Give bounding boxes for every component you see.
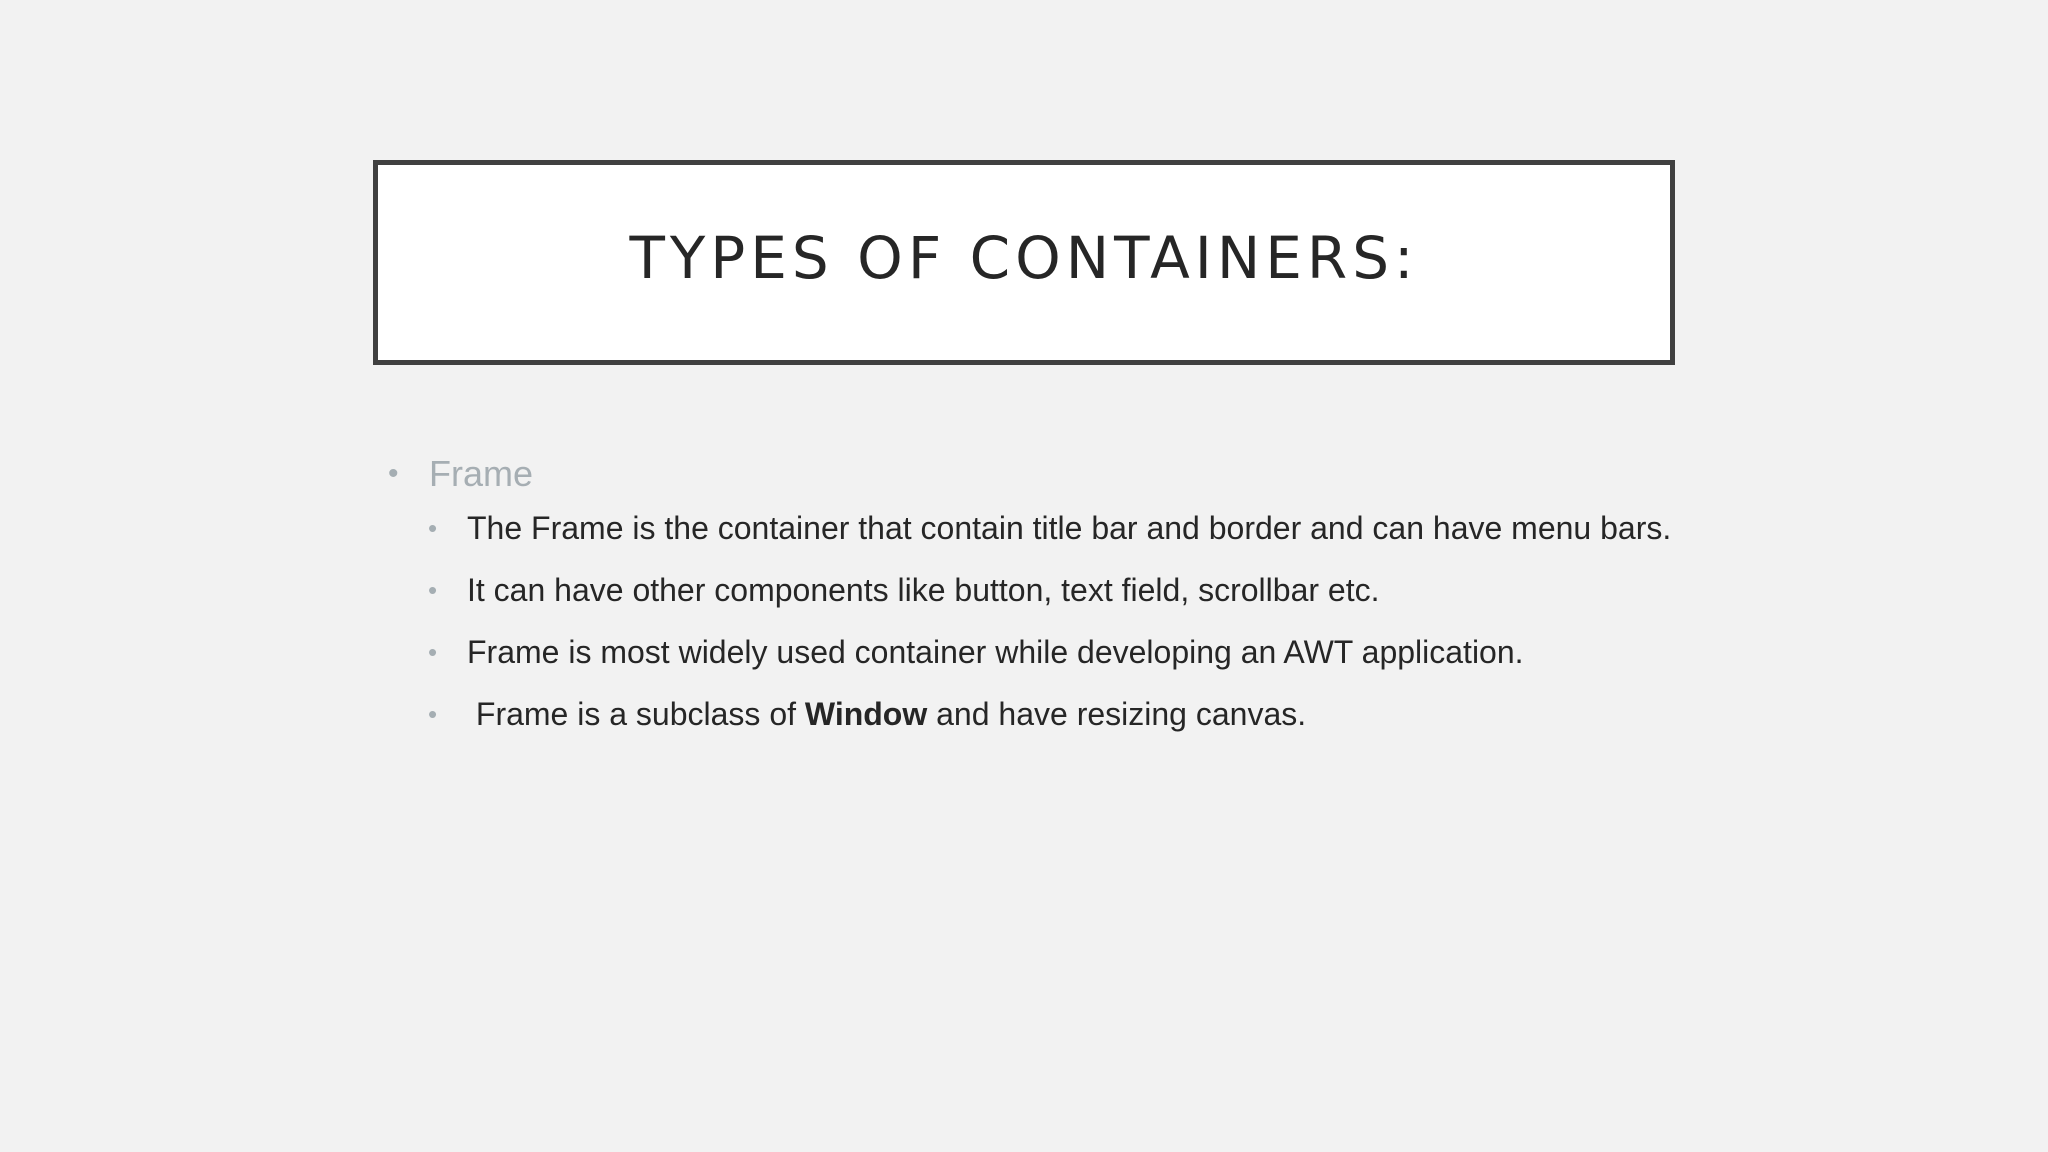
sub-bullet-text: Frame is most widely used container while developing an AWT application. (467, 634, 1524, 670)
bullet-marker: • (428, 637, 438, 667)
bullet-marker: • (428, 699, 438, 729)
bullet-frame-label: Frame (429, 453, 534, 494)
sub-bullet-item (388, 694, 1688, 735)
sub-bullet-text-prefix: Frame is a subclass of (467, 696, 805, 732)
sub-bullet-text-suffix: and have resizing canvas. (927, 696, 1307, 732)
bullet-marker: • (428, 575, 438, 605)
sub-bullet-item (388, 632, 1688, 673)
slide-content (388, 448, 1688, 756)
sub-bullet-text: It can have other components like button, text field, scrollbar etc. (467, 572, 1380, 608)
sub-bullet-item (388, 570, 1688, 611)
slide-title: TYPES OF CONTAINERS: (629, 223, 1419, 292)
sub-bullet-list (388, 508, 1688, 735)
title-box (373, 160, 1675, 365)
sub-bullet-item (388, 508, 1688, 549)
bullet-marker: • (388, 457, 399, 490)
sub-bullet-bold-term: Window (804, 696, 928, 732)
bullet-frame (388, 448, 1688, 500)
sub-bullet-text: The Frame is the container that contain title bar and border and can have menu bars. (467, 510, 1672, 546)
bullet-marker: • (428, 513, 438, 543)
